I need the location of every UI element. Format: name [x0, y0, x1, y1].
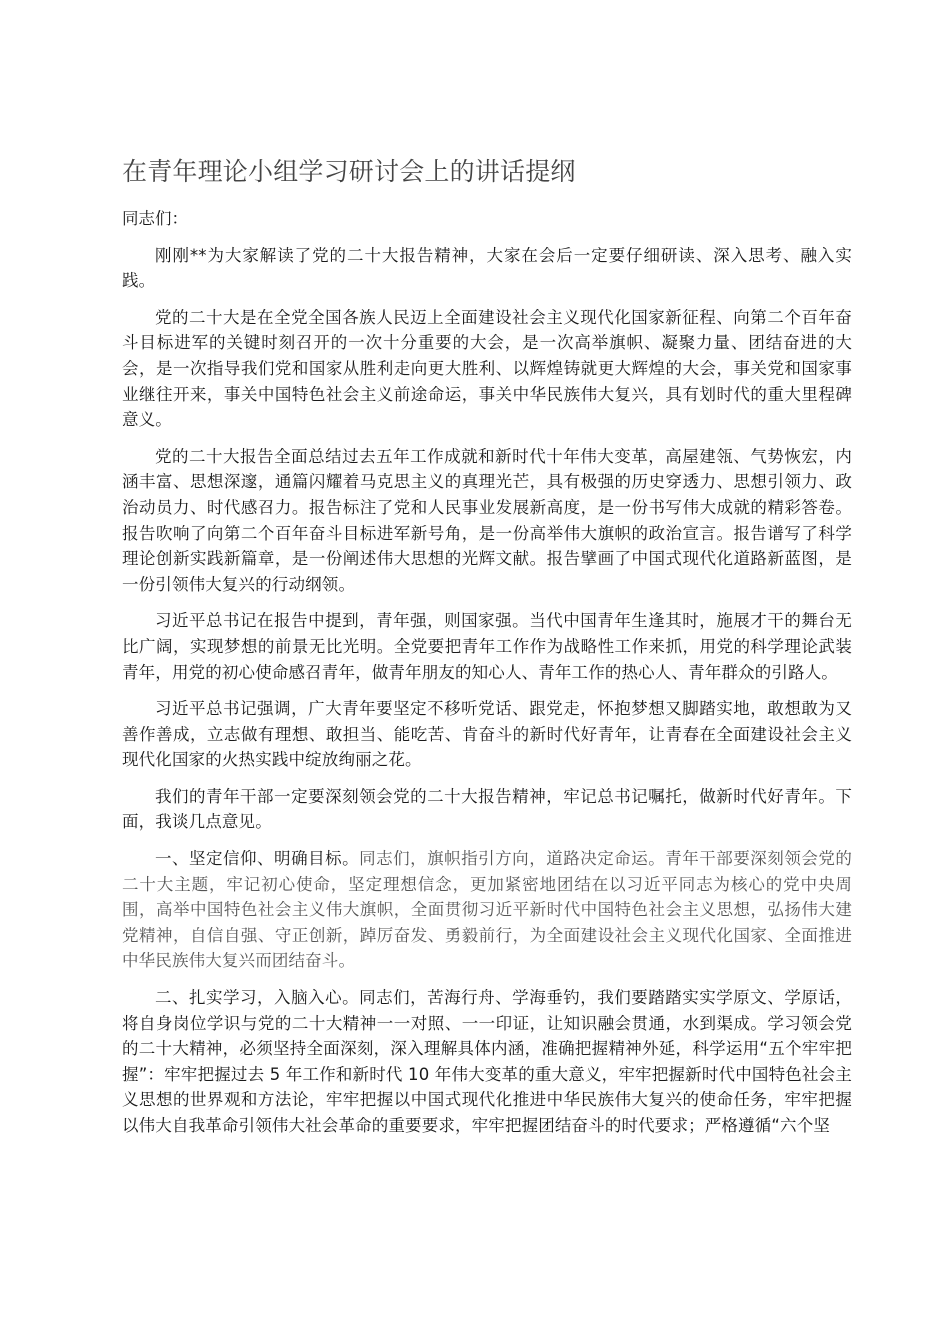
paragraph-1: 刚刚**为大家解读了党的二十大报告精神，大家在会后一定要仔细研读、深入思考、融入实践。 — [122, 245, 852, 291]
section-1-heading: 一、坚定信仰、明确目标。 — [155, 849, 360, 869]
document-page — [122, 152, 852, 1150]
paragraph-4: 习近平总书记在报告中提到，青年强，则国家强。当代中国青年生逢其时，施展才干的舞台无比广阔，实现梦想的前景无比光明。全党要把青年工作作为战略性工作来抓，用党的科学理论武装青年，用党的初心使命感召青年，做青年朋友的知心人、青年工作的热心人、青年群众的引路人。 — [122, 611, 852, 682]
section-1-paragraph — [122, 846, 852, 974]
document-title: 在青年理论小组学习研讨会上的讲话提纲 — [122, 157, 576, 186]
section-2-paragraph: 二、扎实学习，入脑入心。同志们，苦海行舟、学海垂钓，我们要踏踏实实学原文、学原话，将自身岗位学识与党的二十大精神一一对照、一一印证，让知识融会贯通，水到渠成。学习领会党的二十大精神，必须坚持全面深刻，深入理解具体内涵，准确把握精神外延，科学运用“五个牢牢把握”：牢牢把握过去 5 年工作和新时代 10 年伟大变革的重大意义，牢牢把握新时代中国特色社会主义思想的世界观和方法论，牢牢把握以中国式现代化推进中华民族伟大复兴的使命任务，牢牢把握以伟大自我革命引领伟大社会革命的重要要求，牢牢把握团结奋斗的时代要求；严格遵循“六个坚 — [122, 988, 852, 1135]
paragraph-6: 我们的青年干部一定要深刻领会党的二十大报告精神，牢记总书记嘱托，做新时代好青年。下面，我谈几点意见。 — [122, 786, 852, 832]
paragraph-5: 习近平总书记强调，广大青年要坚定不移听党话、跟党走，怀抱梦想又脚踏实地，敢想敢为又善作善成，立志做有理想、敢担当、能吃苦、肯奋斗的新时代好青年，让青春在全面建设社会主义现代化国家的火热实践中绽放绚丽之花。 — [122, 699, 852, 770]
paragraph-3: 党的二十大报告全面总结过去五年工作成就和新时代十年伟大变革，高屋建瓴、气势恢宏，内涵丰富、思想深邃，通篇闪耀着马克思主义的真理光芒，具有极强的历史穿透力、思想引领力、政治动员力、时代感召力。报告标注了党和人民事业发展新高度，是一份书写伟大成就的精彩答卷。报告吹响了向第二个百年奋斗目标进军新号角，是一份高举伟大旗帜的政治宣言。报告谱写了科学理论创新实践新篇章，是一份阐述伟大思想的光辉文献。报告擘画了中国式现代化道路新蓝图，是一份引领伟大复兴的行动纲领。 — [122, 446, 852, 594]
section-1-body: 同志们，旗帜指引方向，道路决定命运。青年干部要深刻领会党的二十大主题，牢记初心使命，坚定理想信念，更加紧密地团结在以习近平同志为核心的党中央周围，高举中国特色社会主义伟大旗帜，全面贯彻习近平新时代中国特色社会主义思想，弘扬伟大建党精神，自信自强、守正创新，踔厉奋发、勇毅前行，为全面建设社会主义现代化国家、全面推进中华民族伟大复兴而团结奋斗。 — [122, 849, 852, 971]
paragraph-2: 党的二十大是在全党全国各族人民迈上全面建设社会主义现代化国家新征程、向第二个百年奋斗目标进军的关键时刻召开的一次十分重要的大会，是一次高举旗帜、凝聚力量、团结奋进的大会，是一次指导我们党和国家从胜利走向更大胜利、以辉煌铸就更大辉煌的大会，事关党和国家事业继往开来，事关中国特色社会主义前途命运，事关中华民族伟大复兴，具有划时代的重大里程碑意义。 — [122, 307, 852, 430]
salutation: 同志们： — [122, 209, 188, 228]
